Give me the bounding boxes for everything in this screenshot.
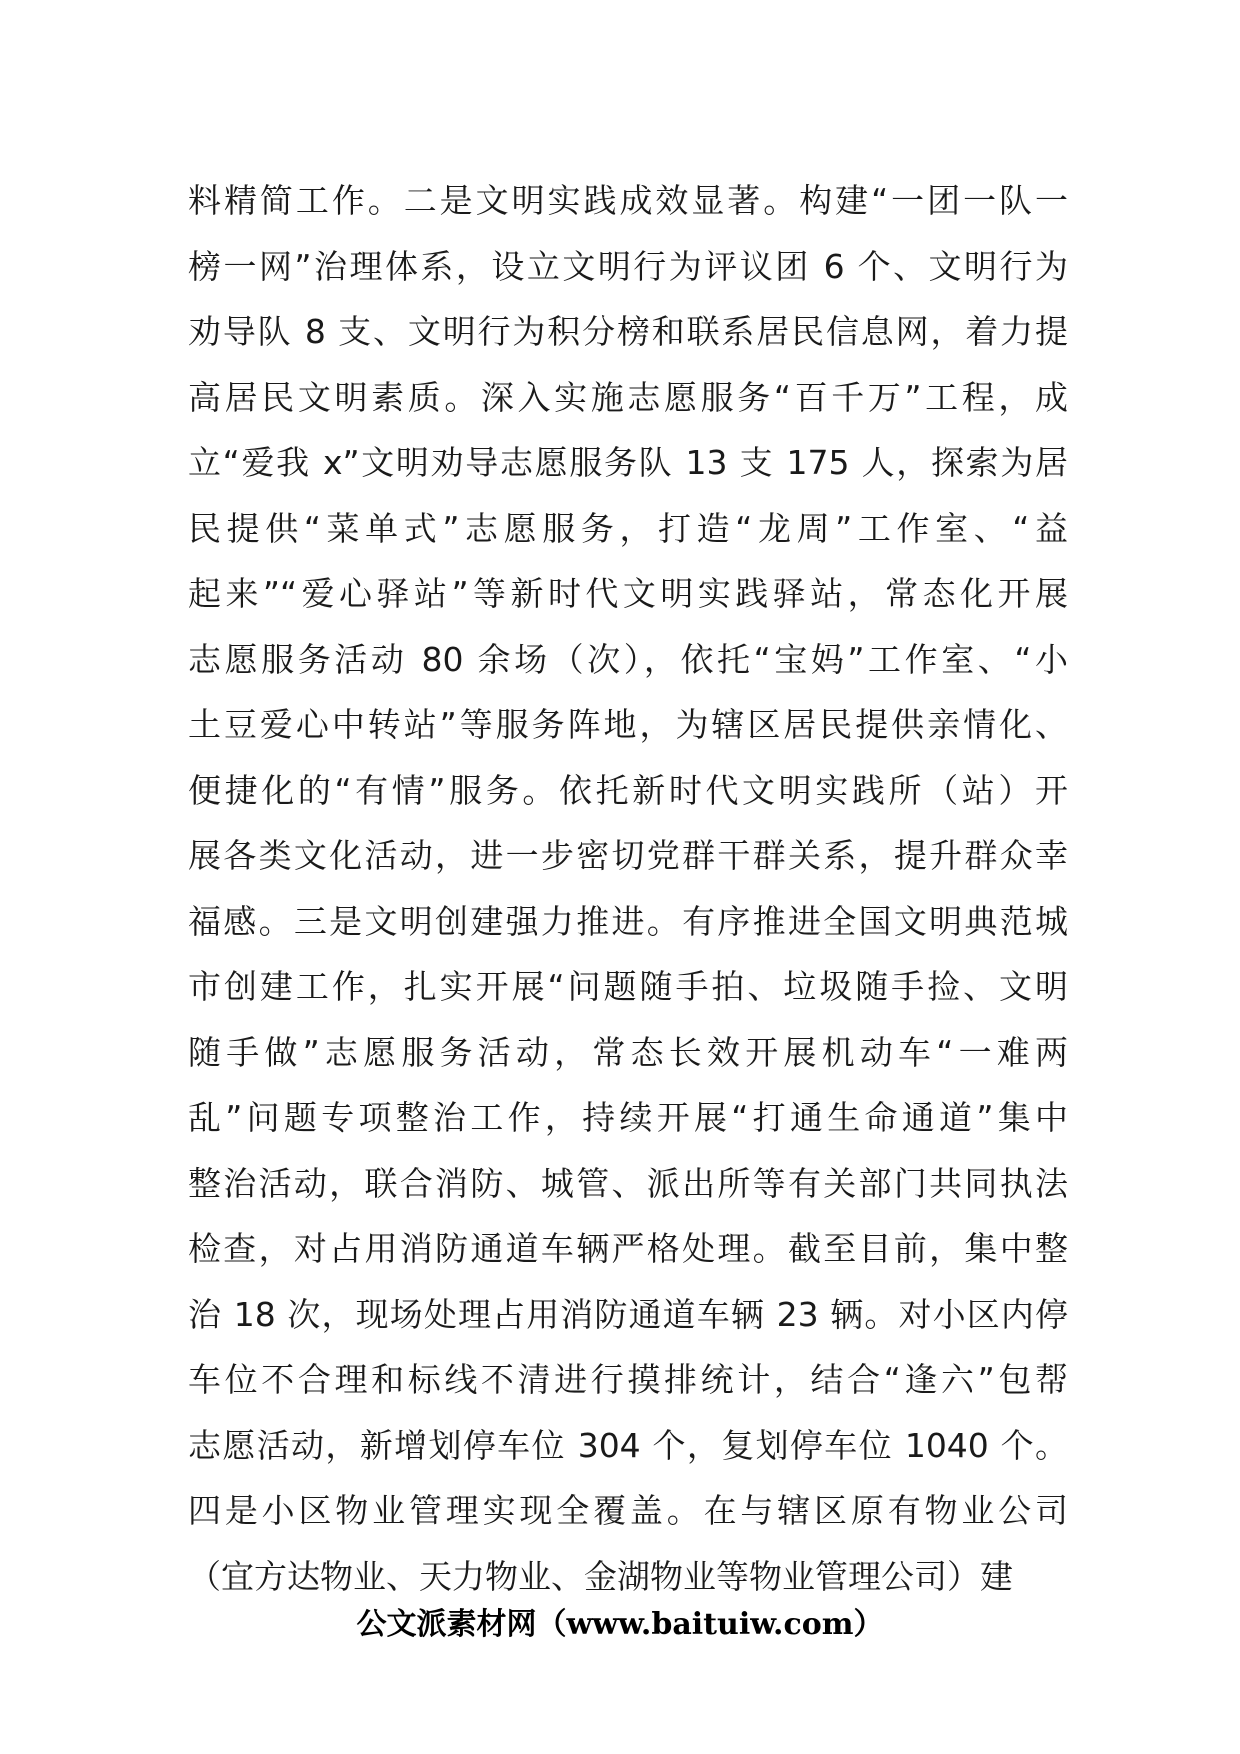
text-line: 榜一网”治理体系，设立文明行为评议团 6 个、文明行为 (188, 246, 1068, 286)
text-line: 立“爱我 x”文明劝导志愿服务队 13 支 175 人，探索为居 (188, 443, 1068, 482)
text-line: 民提供“菜单式”志愿服务，打造“龙周”工作室、“益 (188, 508, 1068, 548)
text-line: 随手做”志愿服务活动，常态长效开展机动车“一难两 (188, 1032, 1068, 1072)
text-line: 治 18 次，现场处理占用消防通道车辆 23 辆。对小区内停 (188, 1294, 1068, 1334)
text-line: 志愿活动，新增划停车位 304 个，复划停车位 1040 个。 (188, 1425, 1068, 1465)
text-line: 高居民文明素质。深入实施志愿服务“百千万”工程，成 (188, 377, 1068, 417)
text-line: 起来”“爱心驿站”等新时代文明实践驿站，常态化开展 (188, 574, 1068, 613)
text-line: 土豆爱心中转站”等服务阵地，为辖区居民提供亲情化、 (188, 705, 1068, 744)
footer-watermark: 公文派素材网（www.baituiw.com） (356, 1607, 884, 1642)
text-line: 检查，对占用消防通道车辆严格处理。截至目前，集中整 (188, 1229, 1068, 1268)
text-line: 志愿服务活动 80 余场（次），依托“宝妈”工作室、“小 (188, 639, 1068, 679)
text-line: 展各类文化活动，进一步密切党群干群关系，提升群众幸 (188, 836, 1068, 875)
text-line: 车位不合理和标线不清进行摸排统计，结合“逢六”包帮 (188, 1360, 1068, 1399)
text-line: 四是小区物业管理实现全覆盖。在与辖区原有物业公司 (188, 1491, 1068, 1530)
text-line: 料精简工作。二是文明实践成效显著。构建“一团一队一 (188, 181, 1068, 220)
body-paragraph (188, 168, 1068, 1609)
text-line: 乱”问题专项整治工作，持续开展“打通生命通道”集中 (188, 1098, 1068, 1137)
text-line: 整治活动，联合消防、城管、派出所等有关部门共同执法 (188, 1163, 1068, 1203)
text-line: 便捷化的“有情”服务。依托新时代文明实践所（站）开 (188, 770, 1068, 810)
text-line: （宜方达物业、天力物业、金湖物业等物业管理公司）建 (188, 1556, 1013, 1596)
text-line: 福感。三是文明创建强力推进。有序推进全国文明典范城 (188, 901, 1068, 941)
text-line: 市创建工作，扎实开展“问题随手拍、垃圾随手捡、文明 (188, 967, 1068, 1006)
text-line: 劝导队 8 支、文明行为积分榜和联系居民信息网，着力提 (188, 312, 1068, 351)
